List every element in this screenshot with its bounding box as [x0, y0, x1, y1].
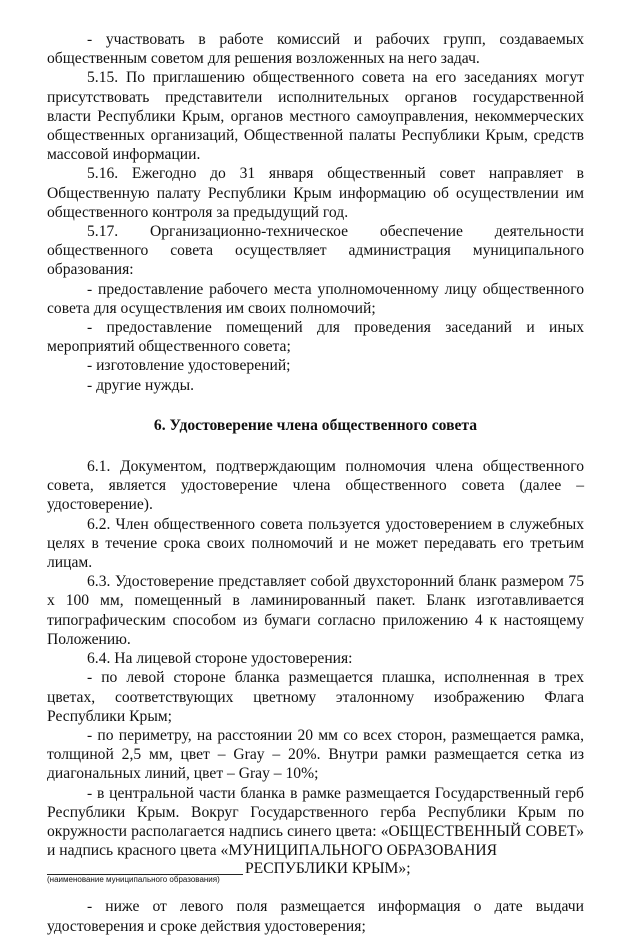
paragraph-6-3: 6.3. Удостоверение представляет собой двухсторонний бланк размером 75 х 100 мм, помещенный в ламинированный пакет. Бланк изготавливается типографическим способом из бумаги согласно приложению 4 к настоящему Положению.: [47, 573, 584, 648]
list-item-workplace: - предоставление рабочего места уполномоченному лицу общественного совета для осуществления им своих полномочий;: [47, 280, 584, 317]
paragraph-6-1: 6.1. Документом, подтверждающим полномочия члена общественного совета, является удостоверение члена общественного совета (далее – удостоверение).: [47, 458, 584, 514]
paragraph-6-2: 6.2. Член общественного совета пользуется удостоверением в служебных целях в течение срока своих полномочий и не может передавать его третьим лицам.: [47, 515, 584, 572]
paragraph-5-15: 5.15. По приглашению общественного совета на его заседаниях могут присутствовать представители исполнительных органов государственной власти Республики Крым, органов местного самоуправления, некоммерческих общественных организаций, Общественной палаты Республики Крым, средств массовой информации.: [47, 69, 584, 164]
list-item-other-needs: - другие нужды.: [87, 376, 194, 394]
municipality-name-line: [47, 859, 584, 885]
paragraph-6-4: 6.4. На лицевой стороне удостоверения:: [87, 650, 353, 668]
paragraph-5-16: 5.16. Ежегодно до 31 января общественный совет направляет в Общественную палату Республики Крым информацию об осуществлении им общественного контроля за предыдущий год.: [47, 165, 584, 221]
underline-caption: (наименование муниципального образования): [47, 875, 220, 885]
list-item-premises: - предоставление помещений для проведения заседаний и иных мероприятий общественного совета;: [47, 319, 584, 356]
list-item-issue-date: - ниже от левого поля размещается информация о дате выдачи удостоверения и сроке действия удостоверения;: [47, 898, 584, 935]
document-page: [47, 30, 584, 936]
list-item-coat-of-arms: - в центральной части бланка в рамке размещается Государственный герб Республики Крым. Вокруг Государственного герба Республики Крым по окружности располагается надпись синего цвета: «ОБЩЕСТВЕННЫЙ СОВЕТ» и надпись красного цвета «МУНИЦИПАЛЬНОГО ОБРАЗОВАНИЯ: [47, 784, 584, 860]
section-6-heading: 6. Удостоверение члена общественного совета: [153, 416, 478, 434]
paragraph-5-17: 5.17. Организационно-техническое обеспечение деятельности общественного совета осуществляет администрация муниципального образования:: [47, 223, 584, 279]
list-item-certificates: - изготовление удостоверений;: [87, 357, 291, 375]
paragraph-participate: - участвовать в работе комиссий и рабочих групп, создаваемых общественным советом для решения возложенных на него задач.: [47, 31, 584, 68]
list-item-frame: - по периметру, на расстоянии 20 мм со всех сторон, размещается рамка, толщиной 2,5 мм, цвет – Gray – 20%. Внутри рамки размещается сетка из диагональных линий, цвет – Gray – 10%;: [47, 726, 584, 783]
republic-name-text: РЕСПУБЛИКИ КРЫМ»;: [245, 860, 411, 878]
list-item-flag-stripe: - по левой стороне бланка размещается плашка, исполненная в трех цветах, соответствующих цветному эталонному изображению Флага Республики Крым;: [47, 669, 584, 725]
